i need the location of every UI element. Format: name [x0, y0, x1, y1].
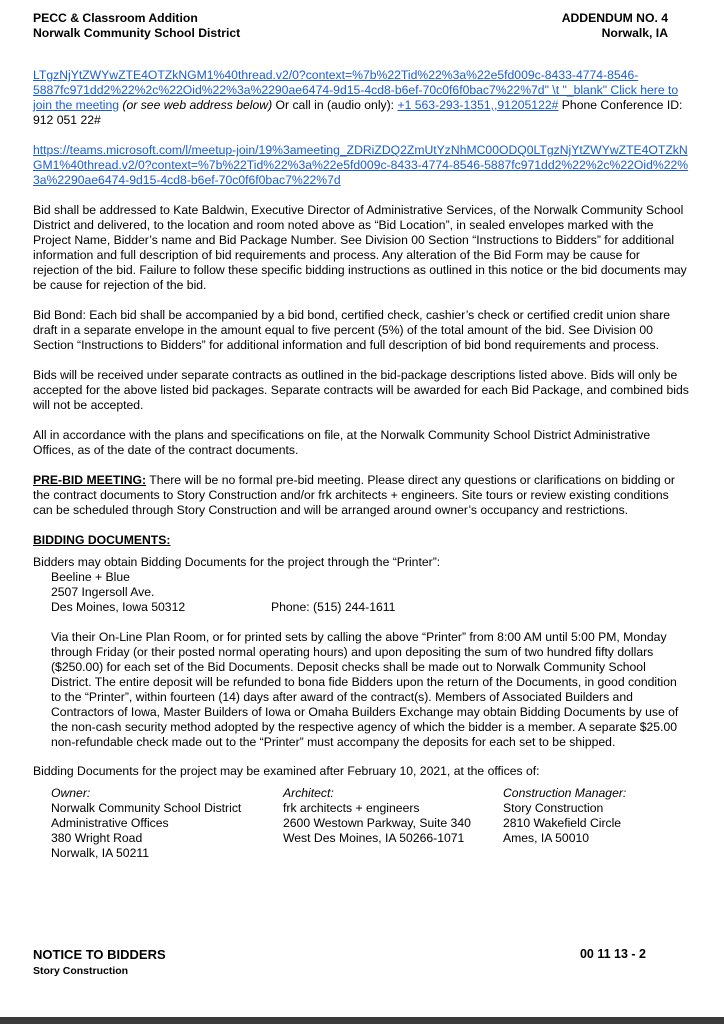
accordance-paragraph: All in accordance with the plans and specifications on file, at the Norwalk Community School District Administrative Offices, as of the date of the contract documents.: [33, 428, 651, 457]
architect-column: [283, 786, 503, 861]
examine-paragraph: Bidding Documents for the project may be examined after February 10, 2021, at the offices of:: [33, 764, 540, 778]
bidding-documents-intro: Bidders may obtain Bidding Documents for the project through the “Printer”:: [33, 555, 441, 569]
phone-link[interactable]: +1 563-293-1351,,91205122#: [397, 98, 559, 112]
conference-id: Phone Conference ID: 912 051 22#: [33, 98, 683, 127]
web-address-note: (or see web address below): [119, 98, 273, 112]
owner-label: Owner:: [51, 786, 91, 800]
cm-column: [503, 786, 703, 861]
bottom-scroll-bar: [0, 1017, 724, 1024]
architect-label: Architect:: [283, 786, 334, 800]
offices-columns: [51, 786, 689, 861]
footer-title: NOTICE TO BIDDERS: [33, 947, 166, 962]
printer-name: Beeline + Blue: [51, 570, 130, 584]
project-name: PECC & Classroom Addition: [33, 11, 198, 25]
printer-street: 2507 Ingersoll Ave.: [51, 585, 155, 599]
meeting-url-link[interactable]: https://teams.microsoft.com/l/meetup-join/19%3ameeting_ZDRiZDQ2ZmUtYzNhMC00ODQ0LTgzNjYtZWYwZTE4OTZkNGM1%40thread.v2/0?context=%7b%22Tid%22%3a%22e5fd009c-8433-4774-8546-5887fc971dd2%22%2c%22Oid%22%3a%2290ae6474-9d15-4cd8-b6ef-70c0f6f0bac7%22%7d: [33, 143, 689, 187]
cm-label: Construction Manager:: [503, 786, 627, 800]
plan-room-paragraph: Via their On-Line Plan Room, or for printed sets by calling the above “Printer” from 8:00 AM until 5:00 PM, Monday through Friday (or their posted normal operating hours) and upon depositing the sum of two hundred fifty dollars ($250.00) for each set of the Bid Documents. Deposit checks shall be made out to Norwalk Community School District. The entire deposit will be refunded to bona fide Bidders upon the return of the Documents, in good condition to the “Printer”, within fourteen (14) days after award of the contract(s). Members of Associated Builders and Contractors of Iowa, Master Builders of Iowa or Omaha Builders Exchange may obtain Bidding Documents by use of the non-cash security method adopted by the respective agency of which the bidder is a member. A separate $25.00 non-refundable check made out to the “Printer” must accompany the deposits for each set to be shipped.: [51, 630, 679, 749]
cm-line: Story Construction: [503, 801, 604, 815]
printer-phone: Phone: (515) 244-1611: [271, 600, 396, 614]
bidding-documents-heading: BIDDING DOCUMENTS:: [33, 533, 171, 547]
document-header-left: [33, 11, 240, 41]
owner-line: Norwalk, IA 50211: [51, 846, 150, 860]
printer-address: [51, 570, 689, 615]
cm-line: 2810 Wakefield Circle: [503, 816, 622, 830]
cm-line: Ames, IA 50010: [503, 831, 590, 845]
district-name: Norwalk Community School District: [33, 26, 241, 40]
bid-address-paragraph: Bid shall be addressed to Kate Baldwin, Executive Director of Administrative Services, of the Norwalk Community School District and delivered, to the location and room noted above as “Bid Location”, in sealed envelopes marked with the Project Name, Bidder’s name and Bid Package Number. See Division 00 Section “Instructions to Bidders” for additional information and full description of bid requirements and process. Any alteration of the Bid Form may be cause for rejection of the bid. Failure to follow these specific bidding instructions as outlined in this notice or the bid documents may be cause for rejection of the bid.: [33, 203, 687, 292]
owner-line: Administrative Offices: [51, 816, 169, 830]
prebid-text: There will be no formal pre-bid meeting. Please direct any questions or clarifications on bidding or the contract documents to Story Construction and/or frk architects + engineers. Site tours or review existing conditions can be scheduled through Story Construction and will be arranged around owner’s occupancy and restrictions.: [33, 473, 675, 517]
page-number: 00 11 13 - 2: [579, 947, 646, 961]
document-header-right: [562, 11, 668, 41]
owner-line: 380 Wright Road: [51, 831, 143, 845]
call-in-text: Or call in (audio only):: [272, 98, 398, 112]
owner-line: Norwalk Community School District: [51, 801, 242, 815]
meeting-url-paragraph: [33, 143, 689, 188]
separate-contracts-paragraph: Bids will be received under separate contracts as outlined in the bid-package descriptions listed above. Bids will only be accepted for the above listed bid packages. Separate contracts will be awarded for each Bid Package, and combined bids will not be accepted.: [33, 368, 689, 412]
teams-meeting-link[interactable]: LTgzNjYtZWYwZTE4OTZkNGM1%40thread.v2/0?context=%7b%22Tid%22%3a%22e5fd009c-8433-4774-8546-5887fc971dd2%22%2c%22Oid%22%3a%2290ae6474-9d15-4cd8-b6ef-70c0f6f0bac7%22%7d" \t "_blank" Click here to join the meeting: [33, 68, 679, 112]
printer-city-row: [51, 600, 689, 615]
architect-line: frk architects + engineers: [283, 801, 420, 815]
addendum-number: ADDENDUM NO. 4: [561, 11, 668, 25]
owner-column: [51, 786, 283, 861]
architect-line: West Des Moines, IA 50266-1071: [283, 831, 465, 845]
footer-company: Story Construction: [33, 965, 129, 977]
printer-city: Des Moines, Iowa 50312: [51, 600, 186, 614]
document-body: [33, 68, 689, 861]
bid-bond-paragraph: Bid Bond: Each bid shall be accompanied by a bid bond, certified check, cashier’s check or certified credit union share draft in a separate envelope in the amount equal to five percent (5%) of the total amount of the bid. See Division 00 Section “Instructions to Bidders” for additional information and full description of bid bond requirements and process.: [33, 308, 671, 352]
meeting-info: [33, 68, 689, 128]
header-location: Norwalk, IA: [601, 26, 668, 40]
prebid-heading: PRE-BID MEETING:: [33, 473, 147, 487]
architect-line: 2600 Westown Parkway, Suite 340: [283, 816, 471, 830]
prebid-paragraph: [33, 473, 689, 518]
